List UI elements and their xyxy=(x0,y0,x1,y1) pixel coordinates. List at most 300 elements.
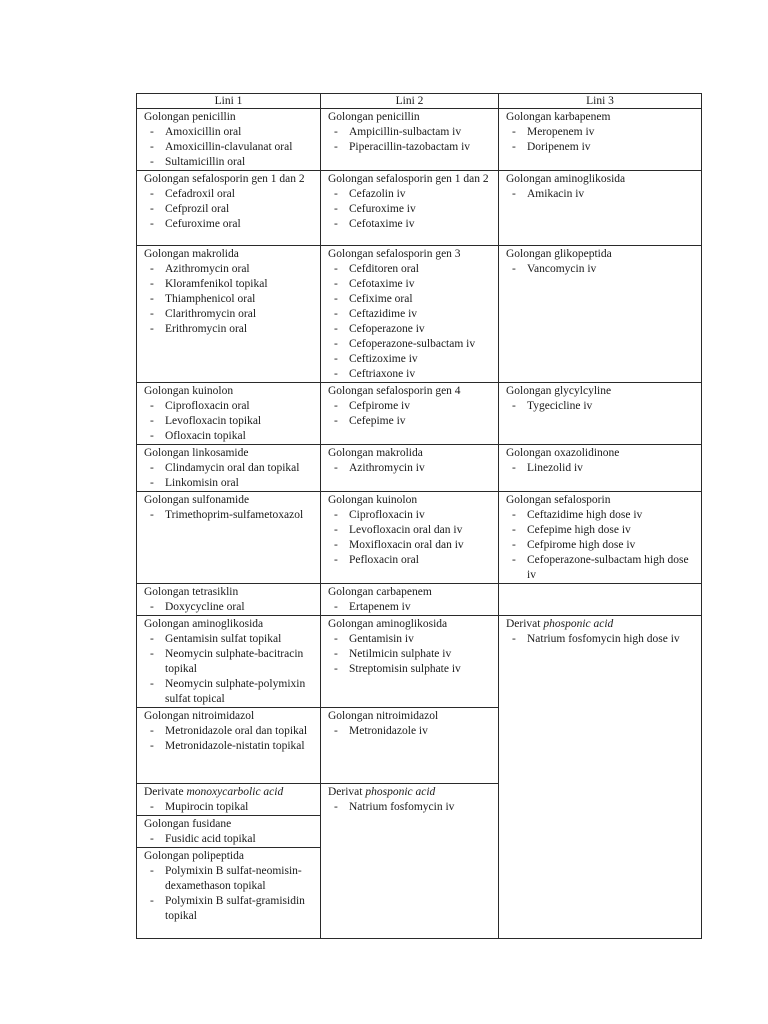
table-cell xyxy=(321,246,499,383)
drug-list xyxy=(144,262,316,337)
group-heading: Golongan sefalosporin gen 1 dan 2 xyxy=(144,173,305,185)
drug-name: Polymixin B sulfat-neomisin-dexamethason topikal xyxy=(165,865,302,892)
drug-list xyxy=(328,461,494,476)
group-heading-italic: phosponic acid xyxy=(543,618,614,630)
list-dash: - xyxy=(150,188,154,200)
drug-name: Amikacin iv xyxy=(527,188,585,200)
table-cell xyxy=(137,816,321,848)
table-cell xyxy=(137,784,321,816)
drug-name: Cefuroxime iv xyxy=(349,203,416,215)
drug-item xyxy=(144,262,316,277)
drug-list xyxy=(144,724,316,754)
drug-list xyxy=(506,125,697,155)
drug-name: Neomycin sulphate-bacitracin topikal xyxy=(165,648,304,675)
drug-name: Cefadroxil oral xyxy=(165,188,235,200)
group-heading: Golongan sefalosporin gen 4 xyxy=(328,385,461,397)
drug-name: Piperacillin-tazobactam iv xyxy=(349,141,471,153)
drug-list xyxy=(144,508,316,523)
drug-name: Cefpirome iv xyxy=(349,400,410,412)
drug-name: Ertapenem iv xyxy=(349,601,411,613)
antibiotic-table xyxy=(136,93,702,939)
drug-list xyxy=(328,399,494,429)
list-dash: - xyxy=(334,633,338,645)
drug-item xyxy=(328,508,494,523)
table-cell xyxy=(321,492,499,584)
table-cell xyxy=(321,383,499,445)
drug-name: Fusidic acid topikal xyxy=(165,833,256,845)
drug-name: Amoxicillin-clavulanat oral xyxy=(165,141,293,153)
list-dash: - xyxy=(334,368,338,380)
list-dash: - xyxy=(512,539,516,551)
list-dash: - xyxy=(334,524,338,536)
list-dash: - xyxy=(512,462,516,474)
drug-item xyxy=(328,647,494,662)
list-dash: - xyxy=(334,801,338,813)
drug-list xyxy=(144,399,316,444)
table-cell xyxy=(137,246,321,383)
drug-name: Cefazolin iv xyxy=(349,188,406,200)
table-cell xyxy=(137,171,321,246)
drug-name: Cefoperazone iv xyxy=(349,323,425,335)
table-cell xyxy=(499,584,702,616)
table-cell xyxy=(137,383,321,445)
group-heading: Golongan aminoglikosida xyxy=(144,618,264,630)
group-heading-prefix: Derivat xyxy=(328,786,366,798)
list-dash: - xyxy=(334,323,338,335)
drug-list xyxy=(328,724,494,739)
list-dash: - xyxy=(512,524,516,536)
list-dash: - xyxy=(512,509,516,521)
drug-item xyxy=(144,140,316,155)
drug-name: Gentamisin iv xyxy=(349,633,414,645)
list-dash: - xyxy=(334,263,338,275)
drug-name: Cefepime high dose iv xyxy=(527,524,631,536)
drug-name: Ciprofloxacin iv xyxy=(349,509,425,521)
drug-list xyxy=(328,187,494,232)
list-dash: - xyxy=(150,740,154,752)
list-dash: - xyxy=(334,725,338,737)
list-dash: - xyxy=(512,554,516,566)
drug-name: Meropenem iv xyxy=(527,126,595,138)
drug-name: Cefpirome high dose iv xyxy=(527,539,636,551)
drug-item xyxy=(328,337,494,352)
list-dash: - xyxy=(334,353,338,365)
drug-list xyxy=(144,864,316,924)
list-dash: - xyxy=(334,400,338,412)
group-heading: Golongan sefalosporin gen 1 dan 2 xyxy=(328,173,489,185)
drug-item xyxy=(144,476,316,491)
list-dash: - xyxy=(150,126,154,138)
drug-name: Moxifloxacin oral dan iv xyxy=(349,539,464,551)
drug-name: Doxycycline oral xyxy=(165,601,245,613)
drug-item xyxy=(506,461,697,476)
table-cell xyxy=(137,109,321,171)
drug-item xyxy=(144,202,316,217)
drug-item xyxy=(144,864,316,894)
drug-item xyxy=(506,140,697,155)
group-heading: Golongan carbapenem xyxy=(328,586,432,598)
drug-item xyxy=(144,739,316,754)
list-dash: - xyxy=(150,430,154,442)
list-dash: - xyxy=(150,633,154,645)
drug-list xyxy=(144,800,316,815)
drug-name: Polymixin B sulfat-gramisidin topikal xyxy=(165,895,305,922)
drug-list xyxy=(328,508,494,568)
drug-name: Natrium fosfomycin high dose iv xyxy=(527,633,680,645)
list-dash: - xyxy=(334,203,338,215)
group-heading: Golongan penicillin xyxy=(144,111,236,123)
drug-name: Cefixime oral xyxy=(349,293,413,305)
list-dash: - xyxy=(150,218,154,230)
table-cell xyxy=(137,708,321,784)
group-heading-prefix: Derivate xyxy=(144,786,187,798)
drug-item xyxy=(144,647,316,677)
drug-item xyxy=(144,800,316,815)
list-dash: - xyxy=(334,554,338,566)
list-dash: - xyxy=(512,141,516,153)
drug-name: Neomycin sulphate-polymixin sulfat topical xyxy=(165,678,306,705)
list-dash: - xyxy=(512,633,516,645)
list-dash: - xyxy=(334,539,338,551)
table-cell xyxy=(499,109,702,171)
drug-item xyxy=(328,307,494,322)
drug-name: Levofloxacin topikal xyxy=(165,415,262,427)
drug-name: Mupirocin topikal xyxy=(165,801,249,813)
group-heading: Golongan linkosamide xyxy=(144,447,249,459)
drug-item xyxy=(328,399,494,414)
table-cell xyxy=(499,171,702,246)
drug-item xyxy=(506,125,697,140)
drug-list xyxy=(506,508,697,583)
drug-name: Cefditoren oral xyxy=(349,263,419,275)
list-dash: - xyxy=(334,462,338,474)
table-row xyxy=(137,246,702,383)
drug-item xyxy=(328,632,494,647)
drug-list xyxy=(144,600,316,615)
table-cell xyxy=(499,445,702,492)
drug-item xyxy=(144,632,316,647)
table-row xyxy=(137,445,702,492)
drug-item xyxy=(144,307,316,322)
group-heading xyxy=(506,617,697,632)
drug-name: Cefuroxime oral xyxy=(165,218,241,230)
drug-name: Natrium fosfomycin iv xyxy=(349,801,455,813)
list-dash: - xyxy=(150,323,154,335)
drug-item xyxy=(144,399,316,414)
drug-item xyxy=(506,187,697,202)
drug-item xyxy=(328,662,494,677)
group-heading: Golongan nitroimidazol xyxy=(144,710,255,722)
group-heading: Golongan glycylcyline xyxy=(506,385,612,397)
list-dash: - xyxy=(334,601,338,613)
table-cell xyxy=(499,246,702,383)
drug-list xyxy=(144,125,316,170)
table-header xyxy=(137,94,702,109)
drug-item xyxy=(144,461,316,476)
drug-list xyxy=(328,800,494,815)
list-dash: - xyxy=(150,801,154,813)
table-cell xyxy=(499,616,702,939)
drug-name: Metronidazole-nistatin topikal xyxy=(165,740,305,752)
drug-name: Gentamisin sulfat topikal xyxy=(165,633,282,645)
drug-name: Cefepime iv xyxy=(349,415,406,427)
list-dash: - xyxy=(150,865,154,877)
drug-name: Thiamphenicol oral xyxy=(165,293,256,305)
list-dash: - xyxy=(150,308,154,320)
drug-item xyxy=(144,277,316,292)
drug-item xyxy=(328,553,494,568)
drug-item xyxy=(144,894,316,924)
drug-name: Metronidazole iv xyxy=(349,725,428,737)
group-heading: Golongan penicillin xyxy=(328,111,420,123)
table-row xyxy=(137,492,702,584)
drug-name: Azithromycin iv xyxy=(349,462,425,474)
drug-name: Streptomisin sulphate iv xyxy=(349,663,461,675)
table-row xyxy=(137,584,702,616)
list-dash: - xyxy=(334,308,338,320)
list-dash: - xyxy=(150,601,154,613)
drug-item xyxy=(328,277,494,292)
list-dash: - xyxy=(334,293,338,305)
drug-name: Pefloxacin oral xyxy=(349,554,419,566)
drug-item xyxy=(144,429,316,444)
table-body xyxy=(137,109,702,939)
table-cell xyxy=(137,492,321,584)
drug-item xyxy=(506,262,697,277)
group-heading-prefix: Derivat xyxy=(506,618,544,630)
list-dash: - xyxy=(334,141,338,153)
list-dash: - xyxy=(150,725,154,737)
list-dash: - xyxy=(334,278,338,290)
drug-item xyxy=(144,292,316,307)
drug-name: Vancomycin iv xyxy=(527,263,597,275)
list-dash: - xyxy=(150,462,154,474)
group-heading: Golongan makrolida xyxy=(144,248,239,260)
group-heading: Golongan glikopeptida xyxy=(506,248,612,260)
drug-item xyxy=(328,292,494,307)
drug-name: Ceftazidime high dose iv xyxy=(527,509,643,521)
list-dash: - xyxy=(150,263,154,275)
drug-item xyxy=(328,461,494,476)
table-row xyxy=(137,109,702,171)
list-dash: - xyxy=(150,293,154,305)
drug-name: Cefotaxime iv xyxy=(349,218,415,230)
drug-name: Sultamicillin oral xyxy=(165,156,246,168)
drug-item xyxy=(328,217,494,232)
group-heading: Golongan sefalosporin gen 3 xyxy=(328,248,461,260)
drug-name: Linkomisin oral xyxy=(165,477,239,489)
list-dash: - xyxy=(512,400,516,412)
group-heading: Golongan sefalosporin xyxy=(506,494,611,506)
drug-name: Ceftriaxone iv xyxy=(349,368,416,380)
group-heading: Golongan nitroimidazol xyxy=(328,710,439,722)
drug-list xyxy=(328,600,494,615)
list-dash: - xyxy=(150,141,154,153)
group-heading-italic: monoxycarbolic acid xyxy=(186,786,284,798)
list-dash: - xyxy=(150,509,154,521)
group-heading: Golongan sulfonamide xyxy=(144,494,250,506)
drug-list xyxy=(506,632,697,647)
drug-item xyxy=(328,367,494,382)
drug-item xyxy=(506,523,697,538)
list-dash: - xyxy=(334,188,338,200)
drug-name: Ceftazidime iv xyxy=(349,308,418,320)
drug-item xyxy=(144,125,316,140)
list-dash: - xyxy=(150,203,154,215)
group-heading: Golongan fusidane xyxy=(144,818,232,830)
drug-list xyxy=(144,832,316,847)
table-cell xyxy=(499,383,702,445)
drug-name: Ampicillin-sulbactam iv xyxy=(349,126,462,138)
drug-item xyxy=(144,508,316,523)
drug-item xyxy=(144,414,316,429)
drug-item xyxy=(328,538,494,553)
drug-item xyxy=(328,352,494,367)
table-cell xyxy=(137,616,321,708)
table-cell xyxy=(499,492,702,584)
group-heading xyxy=(328,785,494,800)
drug-item xyxy=(328,202,494,217)
list-dash: - xyxy=(150,678,154,690)
drug-name: Erithromycin oral xyxy=(165,323,248,335)
drug-item xyxy=(328,187,494,202)
drug-name: Tygecicline iv xyxy=(527,400,593,412)
drug-name: Trimethoprim-sulfametoxazol xyxy=(165,509,304,521)
drug-name: Amoxicillin oral xyxy=(165,126,242,138)
list-dash: - xyxy=(334,415,338,427)
table-cell xyxy=(321,708,499,784)
drug-name: Ceftizoxime iv xyxy=(349,353,418,365)
drug-item xyxy=(506,553,697,583)
table-cell xyxy=(321,784,499,939)
drug-name: Cefoperazone-sulbactam high dose iv xyxy=(527,554,689,581)
drug-list xyxy=(144,187,316,232)
drug-name: Clindamycin oral dan topikal xyxy=(165,462,300,474)
drug-item xyxy=(328,600,494,615)
group-heading: Golongan tetrasiklin xyxy=(144,586,239,598)
table-cell xyxy=(137,584,321,616)
drug-name: Clarithromycin oral xyxy=(165,308,257,320)
header-lini-1: Lini 1 xyxy=(137,94,321,109)
list-dash: - xyxy=(150,477,154,489)
list-dash: - xyxy=(150,895,154,907)
group-heading: Golongan oxazolidinone xyxy=(506,447,620,459)
drug-item xyxy=(328,523,494,538)
drug-item xyxy=(144,600,316,615)
drug-name: Ofloxacin topikal xyxy=(165,430,246,442)
drug-item xyxy=(144,724,316,739)
list-dash: - xyxy=(150,648,154,660)
header-lini-2: Lini 2 xyxy=(321,94,499,109)
list-dash: - xyxy=(334,218,338,230)
drug-list xyxy=(328,125,494,155)
list-dash: - xyxy=(150,833,154,845)
table-cell xyxy=(321,445,499,492)
drug-item xyxy=(328,262,494,277)
drug-item xyxy=(506,632,697,647)
group-heading: Golongan aminoglikosida xyxy=(328,618,448,630)
list-dash: - xyxy=(150,156,154,168)
drug-name: Metronidazole oral dan topikal xyxy=(165,725,308,737)
drug-item xyxy=(328,322,494,337)
drug-name: Cefprozil oral xyxy=(165,203,230,215)
drug-name: Cefotaxime iv xyxy=(349,278,415,290)
drug-item xyxy=(328,125,494,140)
drug-list xyxy=(506,461,697,476)
group-heading: Golongan kuinolon xyxy=(144,385,234,397)
drug-item xyxy=(144,187,316,202)
table-cell xyxy=(321,109,499,171)
drug-item xyxy=(328,724,494,739)
list-dash: - xyxy=(334,126,338,138)
table-cell xyxy=(321,584,499,616)
drug-name: Ciprofloxacin oral xyxy=(165,400,250,412)
drug-name: Levofloxacin oral dan iv xyxy=(349,524,463,536)
drug-item xyxy=(506,508,697,523)
group-heading xyxy=(144,785,316,800)
header-lini-3: Lini 3 xyxy=(499,94,702,109)
list-dash: - xyxy=(150,400,154,412)
table-cell xyxy=(137,445,321,492)
group-heading: Golongan polipeptida xyxy=(144,850,244,862)
list-dash: - xyxy=(512,126,516,138)
list-dash: - xyxy=(334,663,338,675)
drug-name: Cefoperazone-sulbactam iv xyxy=(349,338,476,350)
drug-list xyxy=(328,262,494,382)
table-cell xyxy=(321,171,499,246)
table-row xyxy=(137,383,702,445)
drug-item xyxy=(144,155,316,170)
drug-item xyxy=(506,538,697,553)
drug-name: Linezolid iv xyxy=(527,462,583,474)
group-heading-italic: phosponic acid xyxy=(365,786,436,798)
header-row xyxy=(137,94,702,109)
drug-item xyxy=(144,832,316,847)
drug-list xyxy=(506,187,697,202)
table-row xyxy=(137,616,702,708)
list-dash: - xyxy=(512,263,516,275)
drug-name: Azithromycin oral xyxy=(165,263,250,275)
group-heading: Golongan aminoglikosida xyxy=(506,173,626,185)
drug-list xyxy=(144,632,316,707)
group-heading: Golongan karbapenem xyxy=(506,111,611,123)
drug-item xyxy=(506,399,697,414)
drug-list xyxy=(144,461,316,491)
table-cell xyxy=(137,848,321,939)
drug-name: Netilmicin sulphate iv xyxy=(349,648,452,660)
list-dash: - xyxy=(334,338,338,350)
list-dash: - xyxy=(334,648,338,660)
drug-item xyxy=(144,322,316,337)
list-dash: - xyxy=(334,509,338,521)
drug-item xyxy=(144,217,316,232)
table-cell xyxy=(321,616,499,708)
list-dash: - xyxy=(150,415,154,427)
drug-item xyxy=(328,414,494,429)
drug-name: Doripenem iv xyxy=(527,141,591,153)
drug-item xyxy=(328,140,494,155)
drug-item xyxy=(328,800,494,815)
drug-list xyxy=(328,632,494,677)
list-dash: - xyxy=(150,278,154,290)
group-heading: Golongan kuinolon xyxy=(328,494,418,506)
drug-list xyxy=(506,262,697,277)
group-heading: Golongan makrolida xyxy=(328,447,423,459)
drug-name: Kloramfenikol topikal xyxy=(165,278,268,290)
drug-list xyxy=(506,399,697,414)
table-row xyxy=(137,171,702,246)
list-dash: - xyxy=(512,188,516,200)
